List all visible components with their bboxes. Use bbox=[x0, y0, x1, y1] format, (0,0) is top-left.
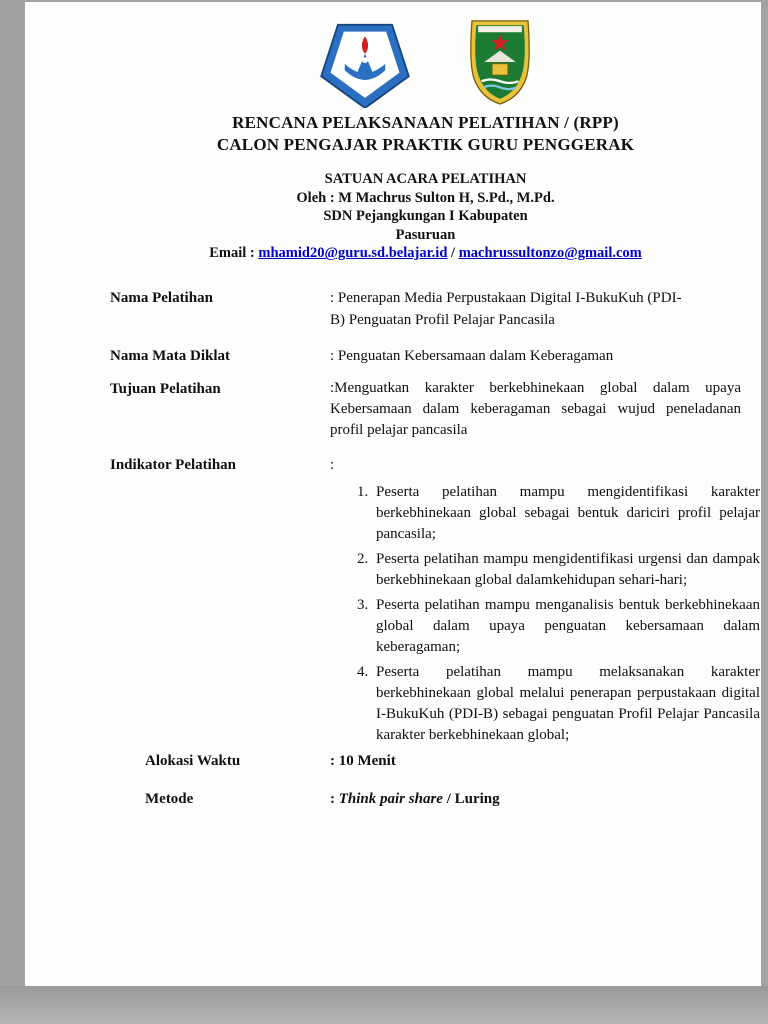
document-title bbox=[110, 112, 741, 156]
scan-background-band bbox=[0, 986, 768, 1024]
field-label-nama-mata-diklat: Nama Mata Diklat bbox=[110, 347, 230, 364]
field-label-tujuan-pelatihan: Tujuan Pelatihan bbox=[110, 380, 221, 397]
institution-line1: SDN Pejangkungan I Kabupaten bbox=[323, 208, 528, 225]
field-value-tujuan-pelatihan: :Menguatkan karakter berkebhinekaan global dalam upaya Kebersamaan dalam keberagaman sebagai wujud peneladanan profil pelajar pancasila bbox=[330, 379, 741, 438]
indicator-item-1: 1. Peserta pelatihan mampu mengidentifikasi karakter berkebhinekaan global sebagai bentuk dariciri profil pelajar pancasila; bbox=[372, 482, 760, 545]
indicator-list bbox=[330, 482, 760, 746]
indicator-item-2: 2. Peserta pelatihan mampu mengidentifikasi urgensi dan dampak berkebhinekaan global dalamkehidupan sehari-hari; bbox=[372, 549, 760, 591]
logo-row bbox=[110, 2, 741, 106]
field-label-metode: Metode bbox=[145, 790, 194, 807]
document-page bbox=[25, 2, 761, 986]
indicator-item-4: 4. Peserta pelatihan mampu melaksanakan karakter berkebhinekaan global melalui penerapan perpustakaan digital I-BukuKuh (PDI-B) sebagai penguatan Profil Pelajar Pancasila karakter berkebhinekaan global; bbox=[372, 662, 760, 746]
indicator-item-3: 3. Peserta pelatihan mampu menganalisis bentuk berkebhinekaan global dalam upaya penguatan kebersamaan dalam keberagaman; bbox=[372, 595, 760, 658]
document-subheader bbox=[110, 170, 741, 263]
field-label-alokasi-waktu: Alokasi Waktu bbox=[145, 752, 241, 769]
field-value-metode bbox=[330, 788, 741, 810]
education-ministry-pentagon-logo-icon bbox=[317, 16, 413, 113]
document-title-line2: CALON PENGAJAR PRAKTIK GURU PENGGERAK bbox=[216, 135, 635, 154]
metode-method-name: Think pair share bbox=[338, 790, 443, 807]
row-metode bbox=[110, 788, 741, 810]
email-label: Email : bbox=[209, 245, 259, 262]
row-alokasi-waktu bbox=[110, 750, 741, 772]
field-label-nama-pelatihan: Nama Pelatihan bbox=[110, 289, 213, 306]
field-value-nama-pelatihan: : Penerapan Media Perpustakaan Digital I-BukuKuh (PDI-B) Penguatan Profil Pelajar Pancasila bbox=[330, 289, 682, 328]
row-indikator-pelatihan bbox=[110, 454, 741, 476]
field-value-alokasi-waktu: : 10 Menit bbox=[330, 752, 396, 769]
field-rows bbox=[110, 287, 760, 810]
field-value-nama-mata-diklat: : Penguatan Kebersamaan dalam Keberagaman bbox=[330, 347, 614, 364]
email-separator: / bbox=[447, 245, 459, 262]
document-title-line1: RENCANA PELAKSANAAN PELATIHAN / (RPP) bbox=[232, 113, 619, 132]
row-nama-pelatihan bbox=[110, 287, 741, 331]
author-line: Oleh : M Machrus Sulton H, S.Pd., M.Pd. bbox=[296, 189, 555, 206]
email-line bbox=[110, 244, 741, 263]
institution-line2: Pasuruan bbox=[395, 226, 456, 243]
field-colon-indikator-pelatihan: : bbox=[330, 456, 335, 473]
row-nama-mata-diklat bbox=[110, 345, 741, 367]
email-link-primary[interactable]: mhamid20@guru.sd.belajar.id bbox=[258, 245, 448, 262]
subtitle: SATUAN ACARA PELATIHAN bbox=[324, 171, 527, 187]
kabupaten-pasuruan-crest-icon bbox=[465, 18, 535, 111]
metode-mode: / Luring bbox=[442, 790, 500, 807]
row-tujuan-pelatihan bbox=[110, 378, 741, 441]
field-label-indikator-pelatihan: Indikator Pelatihan bbox=[110, 456, 236, 473]
email-link-secondary[interactable]: machrussultonzo@gmail.com bbox=[458, 245, 642, 262]
metode-colon: : bbox=[330, 790, 339, 807]
